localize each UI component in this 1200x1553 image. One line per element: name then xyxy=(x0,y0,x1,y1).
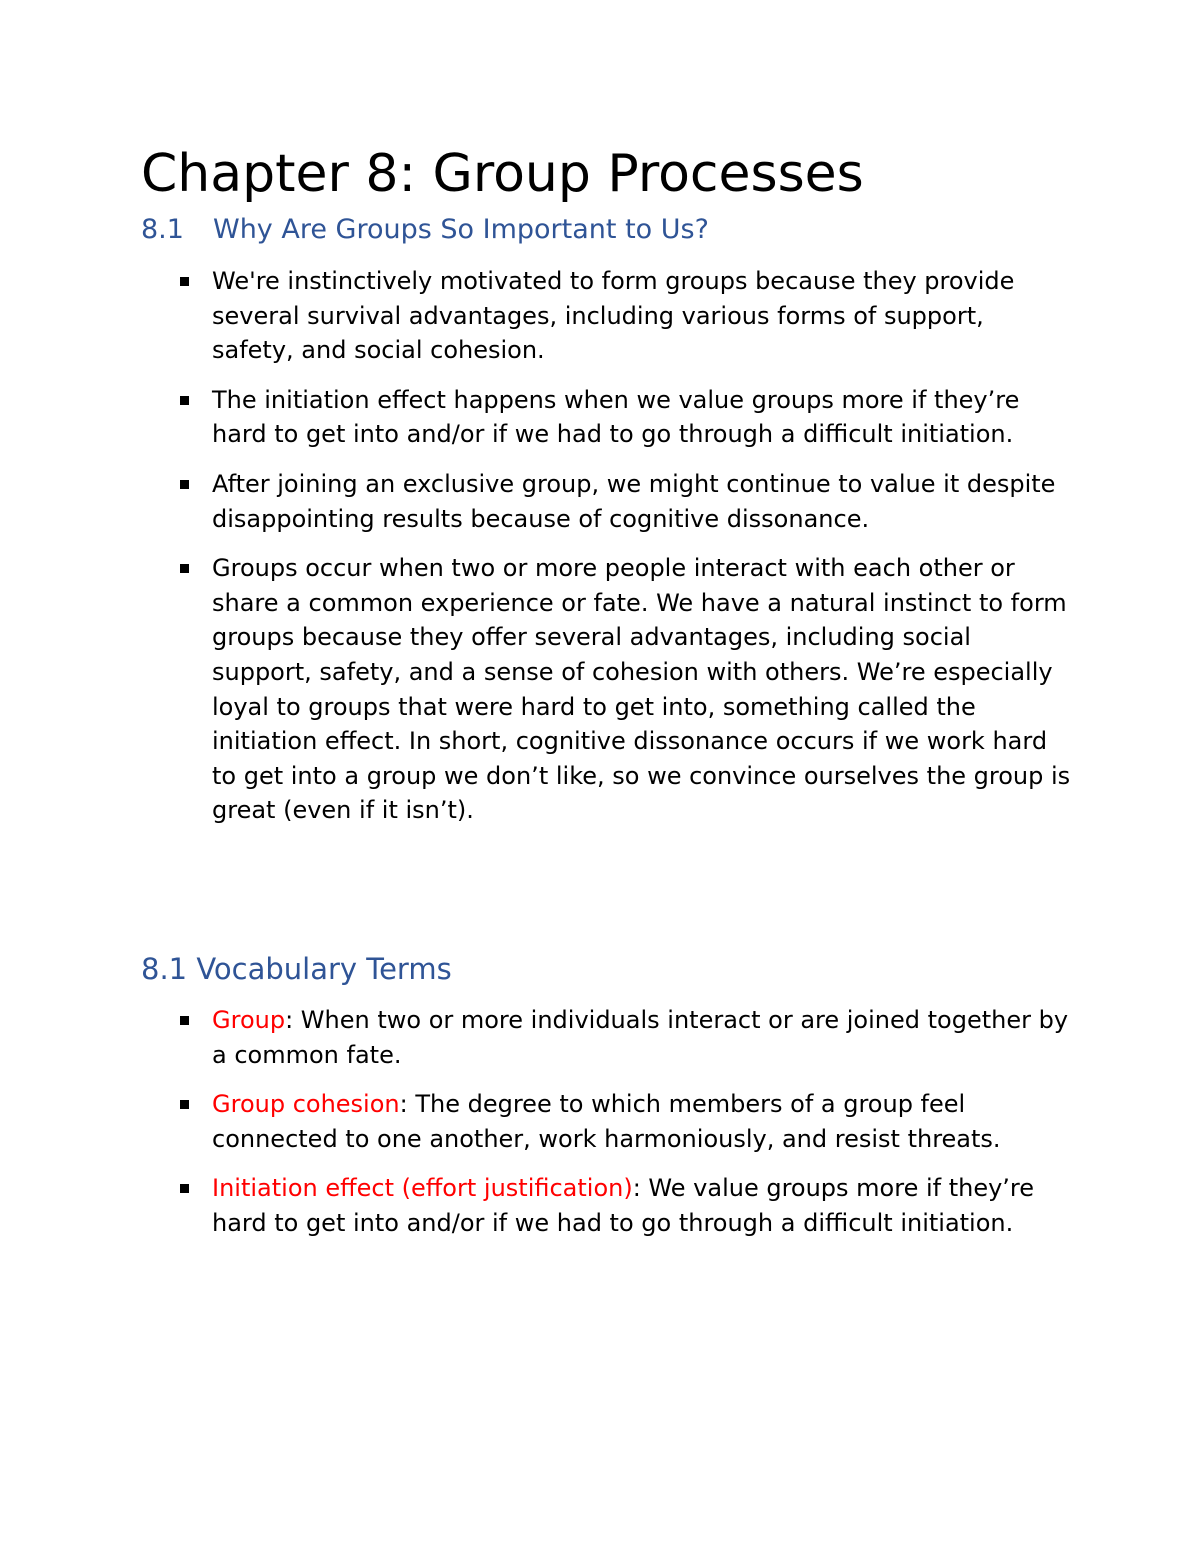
section-heading-why-groups xyxy=(141,210,709,250)
square-bullet-icon xyxy=(180,480,189,489)
vocabulary-term: Group xyxy=(212,1006,286,1034)
vocabulary-definition: : When two or more individuals interact or are joined together by a common fate. xyxy=(212,1006,1069,1069)
vocabulary-definition: : The degree to which members of a group feel connected to one another, work harmoniously, and resist threats. xyxy=(212,1090,1001,1153)
section-heading-vocabulary: 8.1 Vocabulary Terms xyxy=(141,952,452,986)
list-item xyxy=(0,467,1072,536)
list-item xyxy=(0,383,1072,452)
page-title: Chapter 8: Group Processes xyxy=(141,144,864,204)
bullet-text: We're instinctively motivated to form groups because they provide several survival advantages, including various forms of support, safety, and social cohesion. xyxy=(212,267,1015,365)
square-bullet-icon xyxy=(180,564,189,573)
list-item xyxy=(0,551,1072,828)
bullet-text: After joining an exclusive group, we might continue to value it despite disappointing results because of cognitive dissonance. xyxy=(212,469,1056,533)
square-bullet-icon xyxy=(180,277,189,286)
square-bullet-icon xyxy=(180,1184,189,1193)
section-heading-text: Why Are Groups So Important to Us? xyxy=(213,214,709,245)
vocabulary-term: Group cohesion xyxy=(212,1090,400,1119)
vocabulary-definition: : We value groups more if they’re hard to get into and/or if we had to go through a difficult initiation. xyxy=(212,1174,1035,1237)
vocabulary-item-initiation-effect xyxy=(0,1171,1072,1240)
list-item xyxy=(0,264,1072,368)
vocabulary-item-group-cohesion xyxy=(0,1087,1072,1156)
bullet-text: Groups occur when two or more people interact with each other or share a common experience or fate. We have a natural instinct to form groups because they offer several advantages, including social support, safety, and a sense of cohesion with others. We’re especially loyal to groups that were hard to get into, something called the initiation effect. In short, cognitive dissonance occurs if we work hard to get into a group we don’t like, so we convince ourselves the group is great (even if it isn’t). xyxy=(212,554,1071,825)
square-bullet-icon xyxy=(180,1016,189,1025)
bullet-text: The initiation effect happens when we value groups more if they’re hard to get into and/or if we had to go through a difficult initiation. xyxy=(212,385,1020,449)
vocabulary-list xyxy=(0,1003,1072,1256)
square-bullet-icon xyxy=(180,396,189,405)
section-number: 8.1 xyxy=(141,214,184,245)
vocabulary-item-group xyxy=(0,1003,1072,1072)
vocabulary-term: Initiation effect (effort justification) xyxy=(212,1174,633,1203)
bullet-list-why-groups xyxy=(0,264,1072,843)
square-bullet-icon xyxy=(180,1100,189,1109)
